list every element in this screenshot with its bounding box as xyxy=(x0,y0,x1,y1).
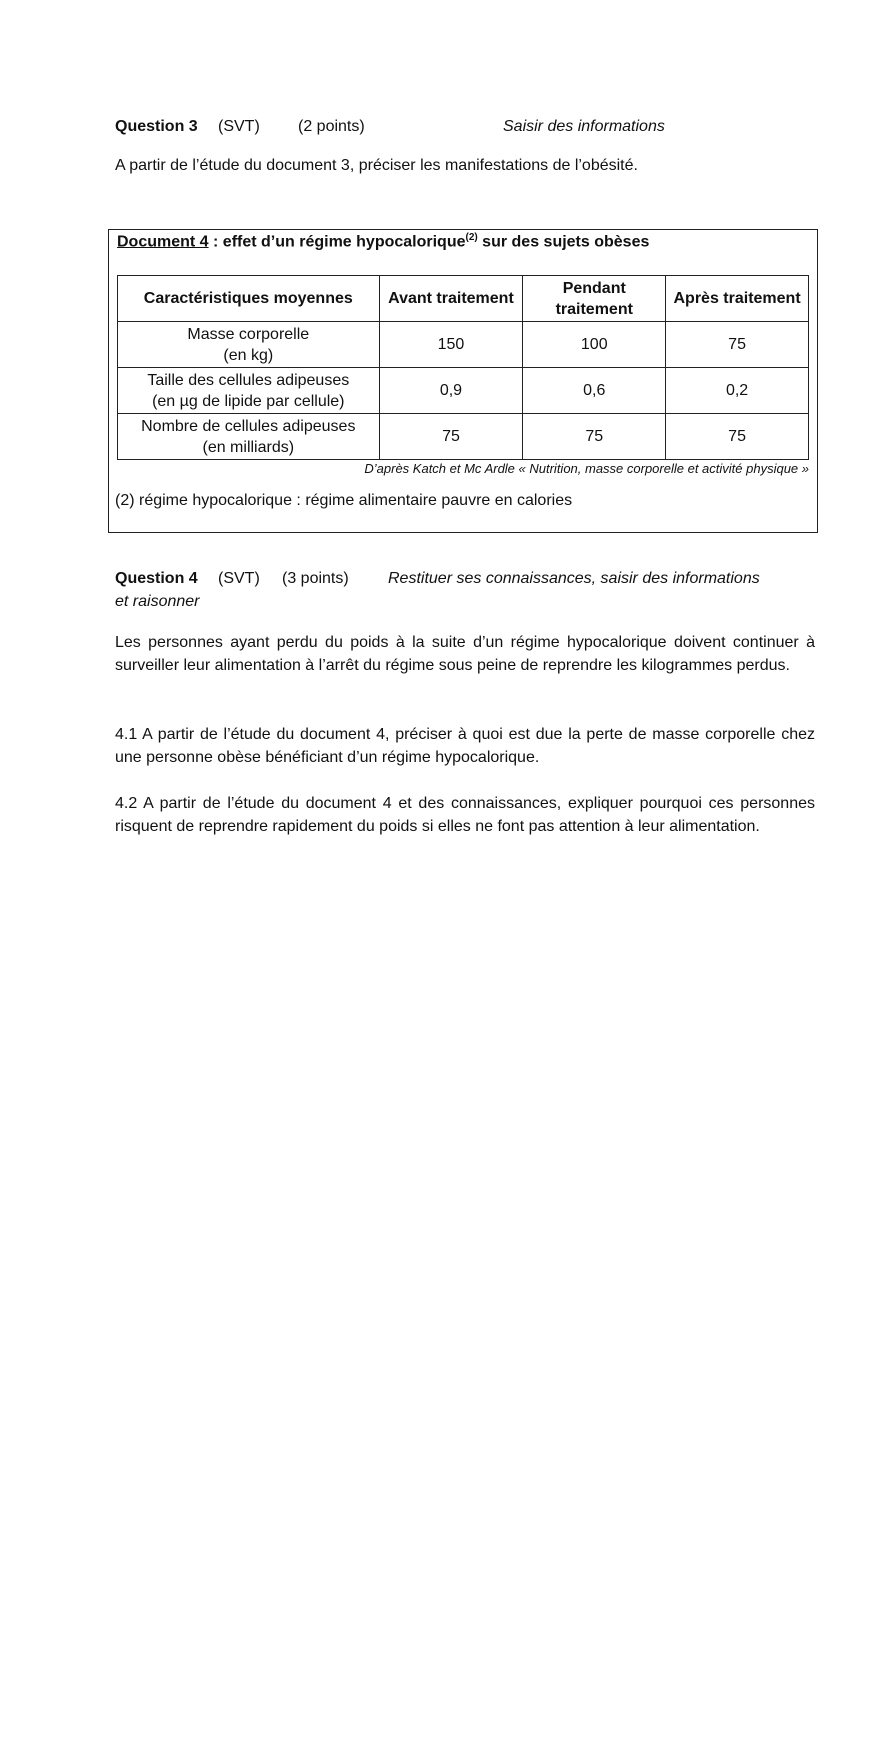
table-cell: 150 xyxy=(379,322,523,368)
question3-points: (2 points) xyxy=(298,118,365,135)
table-header-cell: Après traitement xyxy=(666,276,809,322)
table-header-cell: Caractéristiques moyennes xyxy=(118,276,380,322)
table-cell: 0,2 xyxy=(666,368,809,414)
table-header-row xyxy=(118,276,809,322)
results-table xyxy=(117,275,809,460)
table-row xyxy=(118,414,809,460)
question4-header xyxy=(115,570,760,588)
table-row xyxy=(118,368,809,414)
table-cell: 0,9 xyxy=(379,368,523,414)
question4-intro: Les personnes ayant perdu du poids à la suite d’un régime hypocalorique doivent continuer à surveiller leur alimentation à l’arrêt du régime sous peine de reprendre les kilogrammes perdus. xyxy=(115,634,815,674)
row-label-line2: (en milliards) xyxy=(202,438,295,456)
row-label-line2: (en kg) xyxy=(223,346,274,364)
question4-skill-continued xyxy=(115,593,200,611)
table-cell: 0,6 xyxy=(523,368,666,414)
question3-header xyxy=(115,118,665,136)
row-label xyxy=(118,322,380,368)
document4-box xyxy=(108,229,818,533)
document4-title-end: sur des sujets obèses xyxy=(477,233,650,251)
question3-text: A partir de l’étude du document 3, préciser les manifestations de l’obésité. xyxy=(115,157,638,174)
question4-1: 4.1 A partir de l’étude du document 4, préciser à quoi est due la perte de masse corporelle chez une personne obèse bénéficiant d’un régime hypocalorique. xyxy=(115,726,815,766)
table-cell: 75 xyxy=(523,414,666,460)
question3-title: Question 3 xyxy=(115,118,198,135)
table-row xyxy=(118,322,809,368)
question4-subject: (SVT) xyxy=(218,570,260,587)
document4-title-label: Document 4 xyxy=(117,233,209,251)
row-label-line1: Nombre de cellules adipeuses xyxy=(141,417,356,435)
table-header-cell: Pendant traitement xyxy=(523,276,666,322)
row-label xyxy=(118,414,380,460)
table-header-cell: Avant traitement xyxy=(379,276,523,322)
row-label-line1: Masse corporelle xyxy=(187,325,310,343)
question3-subject: (SVT) xyxy=(218,118,260,135)
question4-points: (3 points) xyxy=(282,570,349,587)
question4-skill: Restituer ses connaissances, saisir des informations xyxy=(388,570,760,587)
question3-skill: Saisir des informations xyxy=(503,118,665,135)
table-cell: 100 xyxy=(523,322,666,368)
document4-title-footnote-ref: (2) xyxy=(465,232,478,243)
document4-source: D’après Katch et Mc Ardle « Nutrition, masse corporelle et activité physique » xyxy=(364,461,809,476)
question4-skill-line2: et raisonner xyxy=(115,593,200,610)
row-label-line2: (en µg de lipide par cellule) xyxy=(152,392,345,410)
row-label xyxy=(118,368,380,414)
row-label-line1: Taille des cellules adipeuses xyxy=(147,371,350,389)
question4-title: Question 4 xyxy=(115,570,198,587)
table-cell: 75 xyxy=(379,414,523,460)
question4-2: 4.2 A partir de l’étude du document 4 et des connaissances, expliquer pourquoi ces personnes risquent de reprendre rapidement du poids si elles ne font pas attention à leur alimentation. xyxy=(115,795,815,835)
table-cell: 75 xyxy=(666,322,809,368)
document4-footnote: (2) régime hypocalorique : régime alimentaire pauvre en calories xyxy=(115,492,573,509)
document4-title-rest: : effet d’un régime hypocalorique xyxy=(208,233,466,251)
document4-title xyxy=(117,232,649,251)
table-cell: 75 xyxy=(666,414,809,460)
